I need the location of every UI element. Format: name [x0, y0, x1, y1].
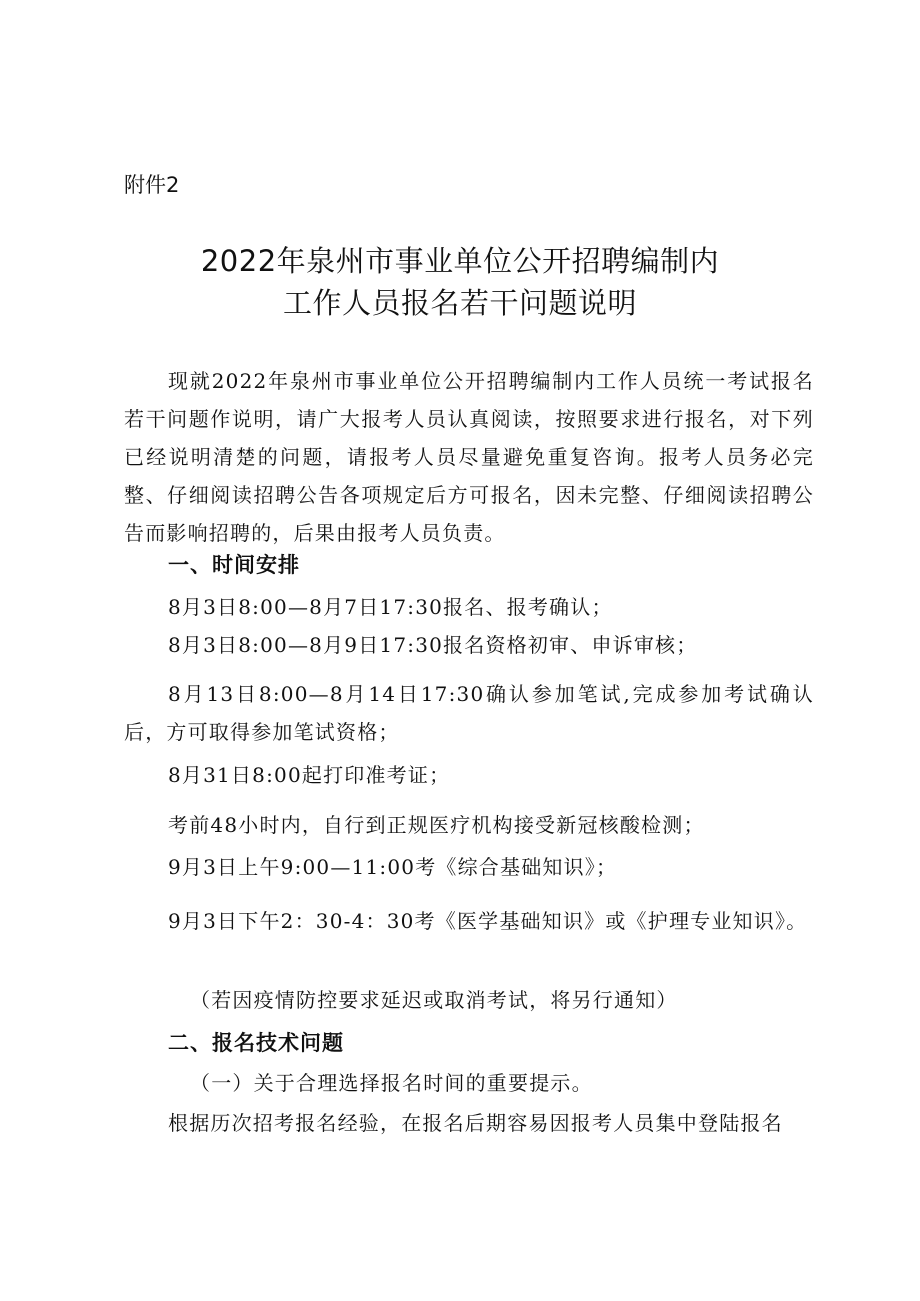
attachment-label: 附件2: [124, 173, 180, 197]
schedule-item-3: 8月13日8:00—8月14日17:30确认参加笔试,完成参加考试确认后，方可取得参加笔试资格；: [124, 682, 814, 744]
document-title-line1: 2022年泉州市事业单位公开招聘编制内: [200, 244, 720, 278]
section2-heading: 二、报名技术问题: [168, 1031, 344, 1055]
schedule-item-7: 9月3日下午2：30-4：30考《医学基础知识》或《护理专业知识》。: [168, 909, 808, 933]
section1-heading: 一、时间安排: [168, 553, 300, 577]
document-title-line2: 工作人员报名若干问题说明: [282, 286, 637, 320]
schedule-item-1: 8月3日8:00—8月7日17:30报名、报考确认；: [168, 595, 613, 619]
intro-paragraph: 现就2022年泉州市事业单位公开招聘编制内工作人员统一考试报名若干问题作说明，请广大报考人员认真阅读，按照要求进行报名，对下列已经说明清楚的问题，请报考人员尽量避免重复咨询。报考人员务必完整、仔细阅读招聘公告各项规定后方可报名，因未完整、仔细阅读招聘公告而影响招聘的，后果由报考人员负责。: [124, 369, 814, 545]
schedule-notice: （若因疫情防控要求延迟或取消考试，将另行通知）: [190, 988, 678, 1012]
subsection1-text: 根据历次招考报名经验，在报名后期容易因报考人员集中登陆报名: [168, 1111, 783, 1135]
schedule-item-6: 9月3日上午9:00—11:00考《综合基础知识》；: [168, 855, 618, 879]
schedule-item-2: 8月3日8:00—8月9日17:30报名资格初审、申诉审核；: [168, 633, 698, 657]
subsection1-heading: （一）关于合理选择报名时间的重要提示。: [190, 1071, 593, 1095]
schedule-item-5: 考前48小时内，自行到正规医疗机构接受新冠核酸检测；: [168, 813, 705, 837]
schedule-item-4: 8月31日8:00起打印准考证；: [168, 763, 451, 787]
